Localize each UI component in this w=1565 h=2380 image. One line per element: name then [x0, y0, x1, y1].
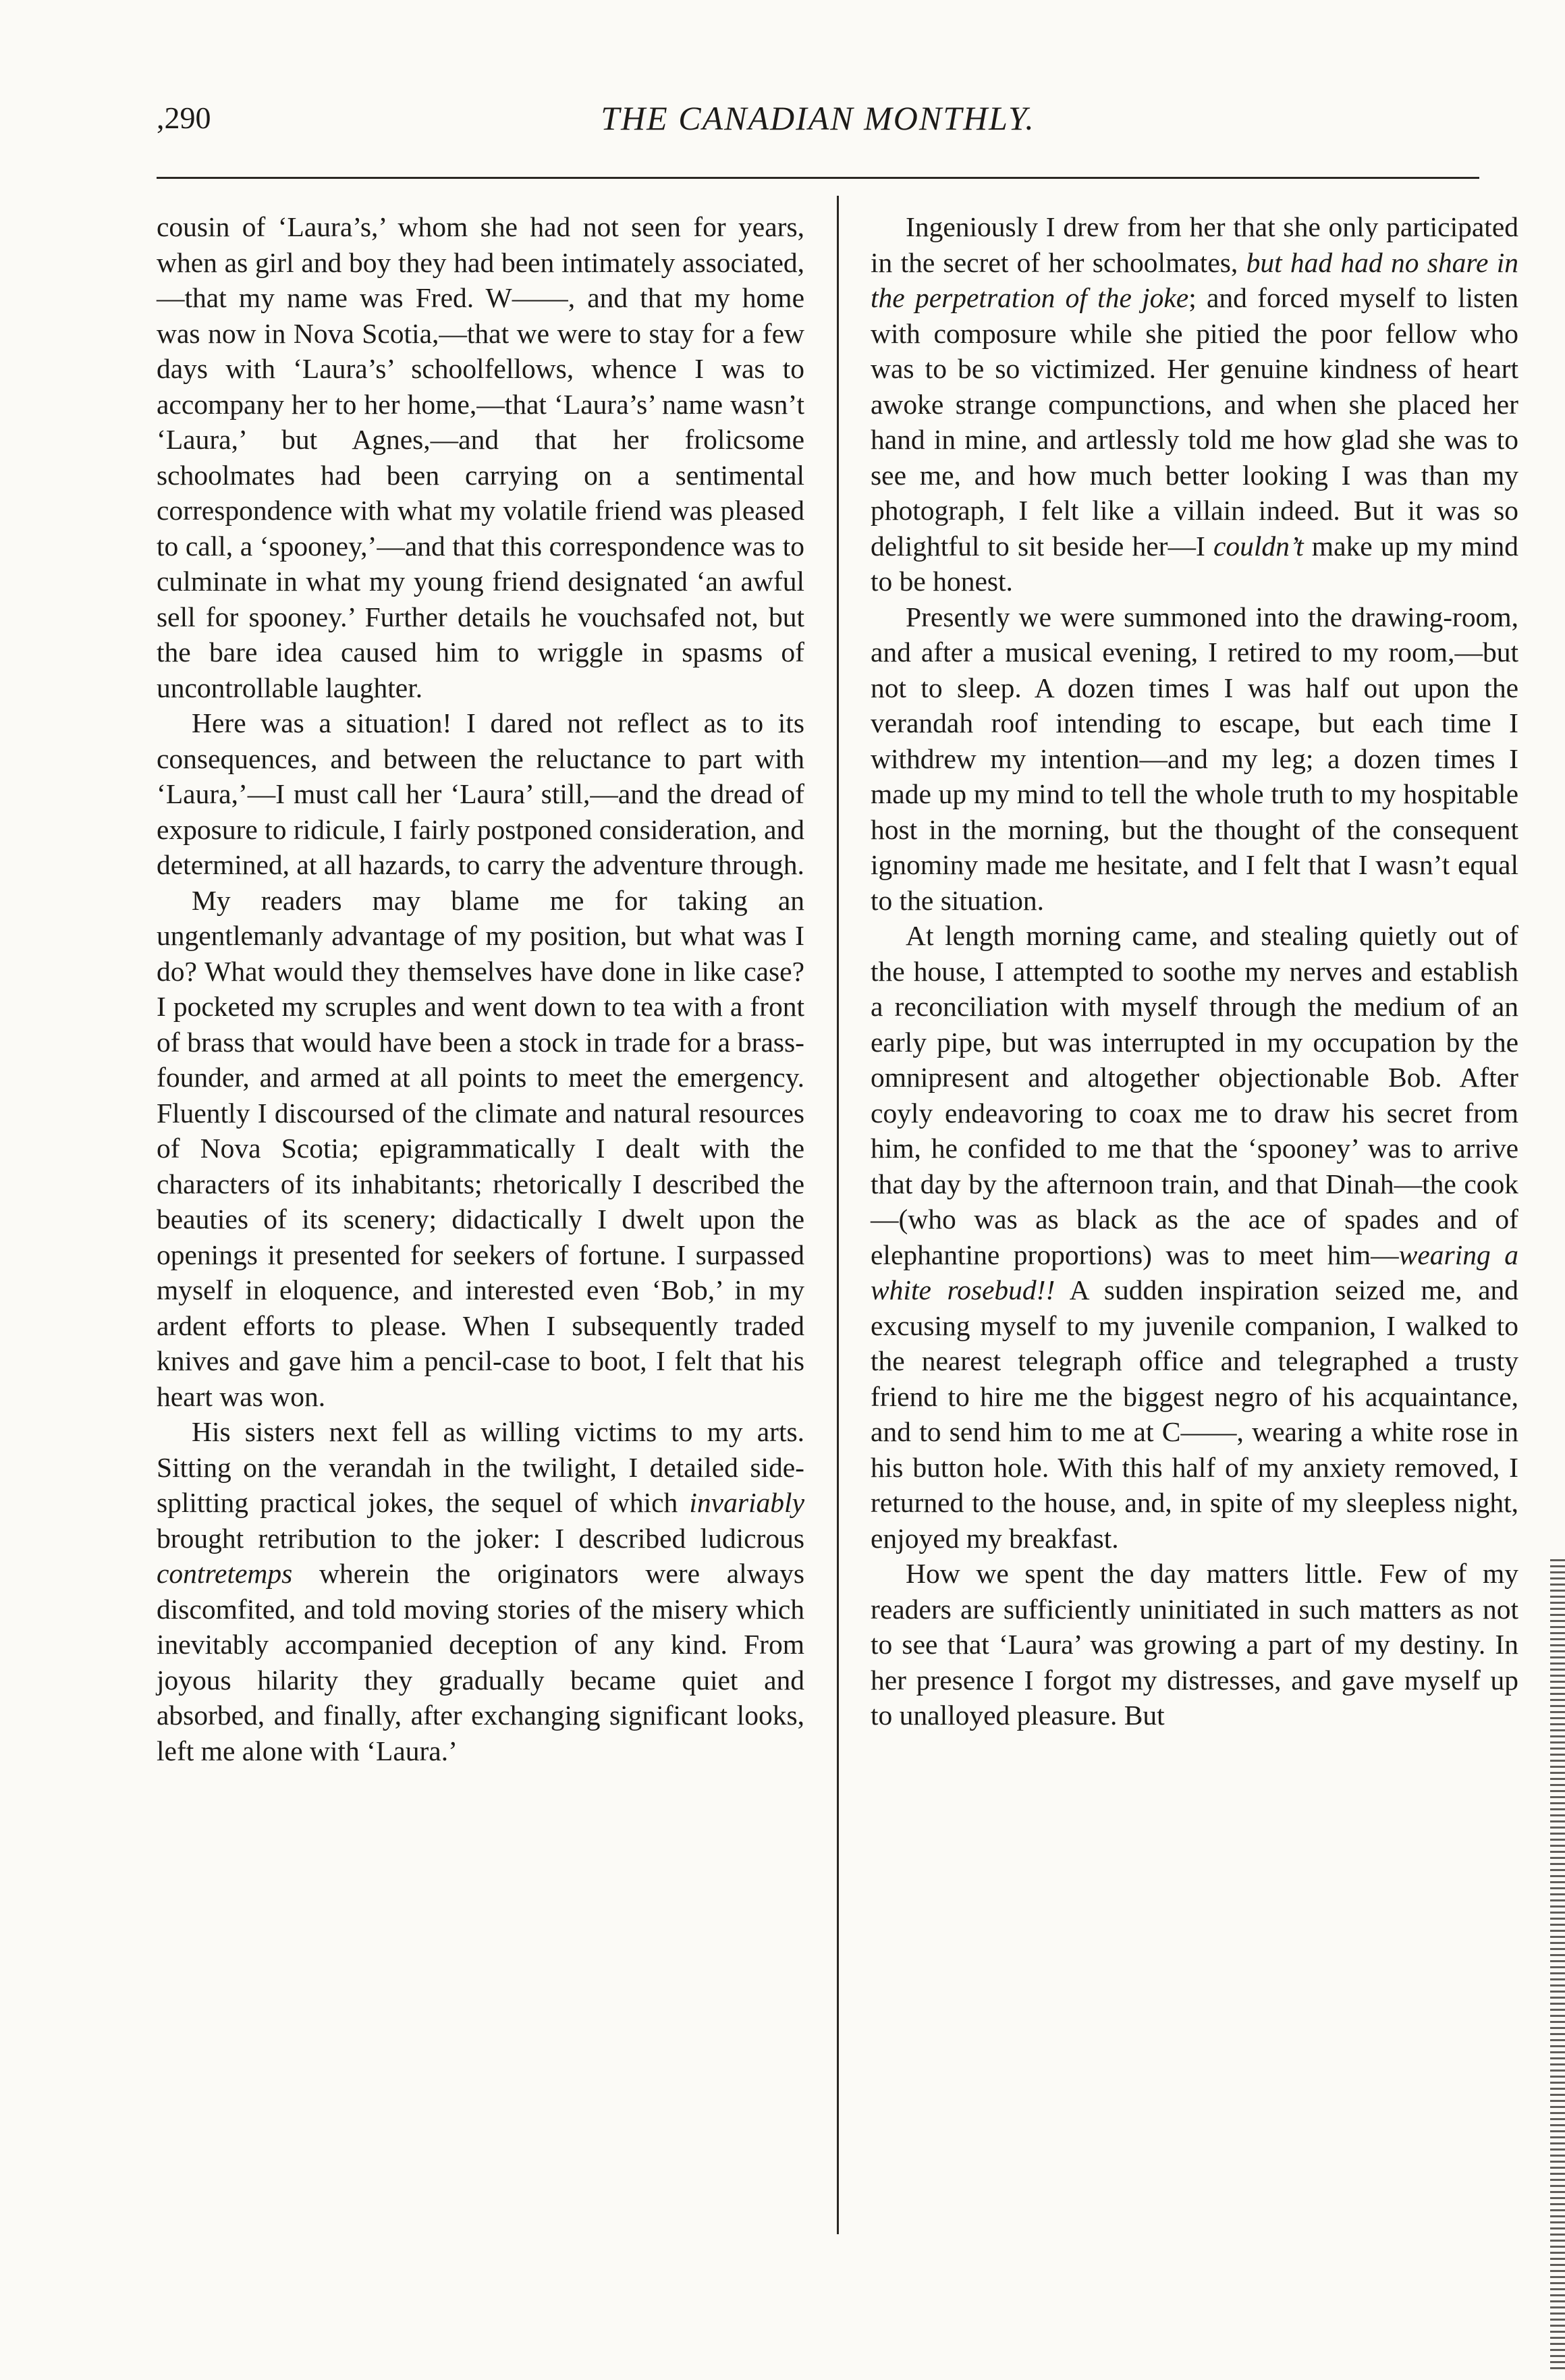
- running-title: THE CANADIAN MONTHLY.: [601, 99, 1035, 137]
- text-run: brought retribution to the joker: I described ludicrous: [157, 1522, 804, 1554]
- italic-text: wearing a white rosebud!!: [871, 1239, 1519, 1305]
- paragraph: [871, 918, 1518, 1556]
- paragraph: Presently we were summoned into the drawing-room, and after a musical evening, I retired to my room,—but not to sleep. A dozen times I was half out upon the verandah roof intending to escape, but each time I withdrew my intention—and my leg; a dozen times I made up my mind to tell the whole truth to my hospitable host in the morning, but the thought of the consequent ignominy made me hesitate, and I felt that I wasn’t equal to the situation.: [871, 601, 1518, 916]
- page-number: ,290: [157, 101, 211, 135]
- text-run: ; and forced myself to listen with composure while she pitied the poor fellow who was to be so victimized. Her genuine kindness of heart awoke strange compunctions, and when she placed her hand in mine, and artlessly told me how glad she was to see me, and how much better looking I was than my photograph, I felt like a villain indeed. But it was so delightful to sit beside her—I: [871, 282, 1518, 562]
- scan-edge-mark: [1550, 1559, 1565, 2369]
- text-run: wherein the originators were always discomfited, and told moving stories of the misery which inevitably accompanied deception of any kind. From joyous hilarity they gradually became quiet and absorbed, and finally, after exchanging significant looks, left me alone with ‘Laura.’: [157, 1558, 804, 1766]
- text-run: His sisters next fell as willing victims to my arts. Sitting on the verandah in the twilight, I detailed side-splitting practical jokes, the sequel of which: [157, 1416, 804, 1518]
- italic-text: but had had no share in the perpetration of the joke: [871, 246, 1518, 313]
- text-run: A sudden inspiration seized me, and excusing myself to my juvenile companion, I walked to the nearest telegraph office and telegraphed a trusty friend to hire me the biggest negro of his acquaintance, and to send him to me at C——, wearing a white rose in his button hole. With this half of my anxiety removed, I returned to the house, and, in spite of my sleepless night, enjoyed my breakfast.: [871, 1274, 1519, 1554]
- paragraph: [157, 1414, 804, 1768]
- right-column: [871, 209, 1518, 1733]
- header-rule: [157, 177, 1479, 179]
- paragraph: How we spent the day matters little. Few of my readers are sufficiently uninitiated in such matters as not to see that ‘Laura’ was growing a part of my destiny. In her presence I forgot my distresses, and gave myself up to unalloyed pleasure. But: [871, 1558, 1518, 1731]
- paragraph: Here was a situation! I dared not reflect as to its consequences, and between the reluctance to part with ‘Laura,’—I must call her ‘Laura’ still,—and the dread of exposure to ridicule, I fairly postponed consideration, and determined, at all hazards, to carry the adventure through.: [157, 707, 804, 880]
- italic-text: invariably: [689, 1487, 804, 1518]
- italic-text: contretemps: [157, 1558, 293, 1589]
- text-run: Ingeniously I drew from her that she only participated in the secret of her schoolmates,: [871, 211, 1518, 278]
- text-run: make up my mind to be honest.: [871, 530, 1518, 597]
- paragraph: cousin of ‘Laura’s,’ whom she had not seen for years, when as girl and boy they had been intimately associated,—that my name was Fred. W——, and that my home was now in Nova Scotia,—that we were to stay for a few days with ‘Laura’s’ schoolfellows, whence I was to accompany her to her home,—that ‘Laura’s’ name wasn’t ‘Laura,’ but Agnes,—and that her frolicsome schoolmates had been carrying on a sentimental correspondence with what my volatile friend was pleased to call, a ‘spooney,’—and that this correspondence was to culminate in what my young friend designated ‘an awful sell for spooney.’ Further details he vouchsafed not, but the bare idea caused him to wriggle in spasms of uncontrollable laughter.: [157, 211, 804, 703]
- page-header: [157, 94, 1479, 142]
- column-divider: [837, 196, 839, 2234]
- paragraph: [871, 209, 1518, 599]
- paragraph: My readers may blame me for taking an ungentlemanly advantage of my position, but what was I do? What would they themselves have done in like case? I pocketed my scruples and went down to tea with a front of brass that would have been a stock in trade for a brass-founder, and armed at all points to meet the emergency. Fluently I discoursed of the climate and natural resources of Nova Scotia; epigrammatically I dealt with the characters of its inhabitants; rhetorically I described the beauties of its scenery; didactically I dwelt upon the openings it presented for seekers of fortune. I surpassed myself in eloquence, and interested even ‘Bob,’ in my ardent efforts to please. When I subsequently traded knives and gave him a pencil-case to boot, I felt that his heart was won.: [157, 884, 804, 1412]
- left-column: [157, 209, 804, 1768]
- text-run: At length morning came, and stealing quietly out of the house, I attempted to soothe my nerves and establish a reconciliation with myself through the medium of an early pipe, but was interrupted in my occupation by the omnipresent and altogether objectionable Bob. After coyly endeavoring to coax me to draw his secret from him, he confided to me that the ‘spooney’ was to arrive that day by the afternoon train, and that Dinah—the cook—(who was as black as the ace of spades and of elephantine proportions) was to meet him—: [871, 920, 1518, 1270]
- italic-text: couldn’t: [1213, 530, 1304, 562]
